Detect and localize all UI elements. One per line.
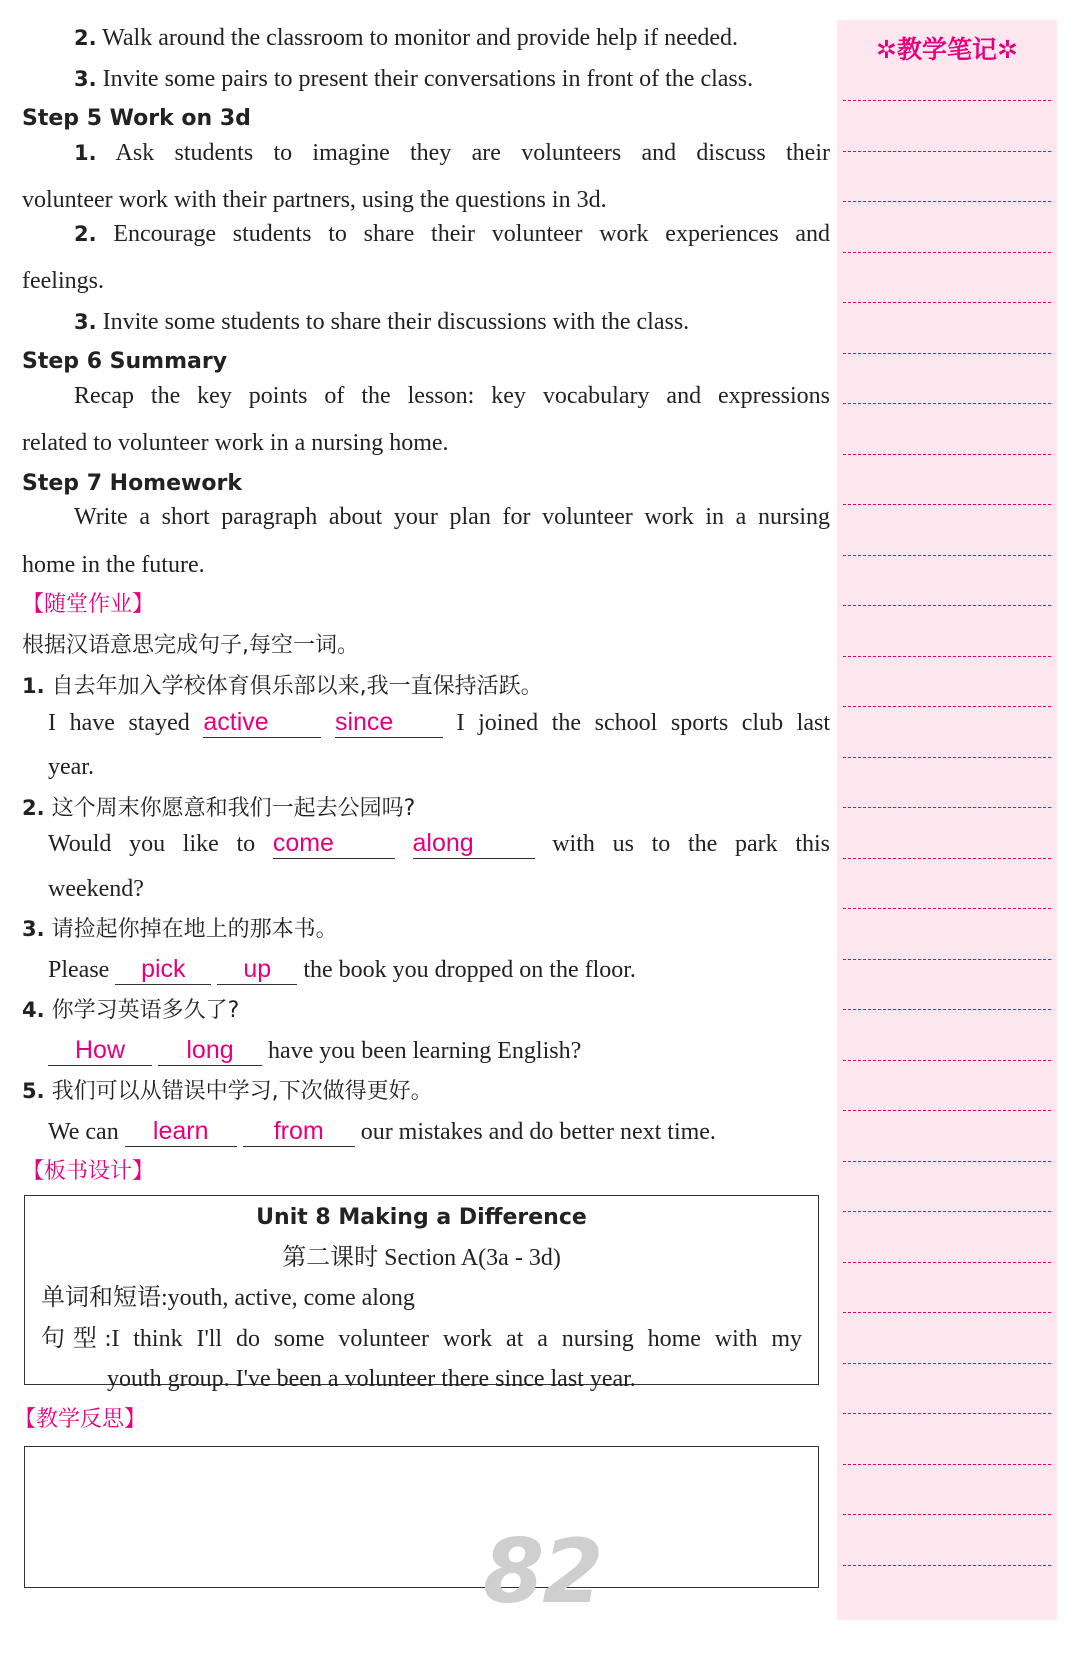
note-line bbox=[843, 1312, 1051, 1313]
note-line bbox=[843, 504, 1051, 505]
step5-heading: Step 5 Work on 3d bbox=[22, 106, 251, 131]
step5-item-1-cont: volunteer work with their partners, using the questions in 3d. bbox=[22, 187, 607, 213]
exercise-instruction: 根据汉语意思完成句子,每空一词。 bbox=[22, 632, 359, 658]
note-line bbox=[843, 1565, 1051, 1566]
page-number: 82 bbox=[483, 1520, 602, 1623]
note-line bbox=[843, 1060, 1051, 1061]
board-design-box bbox=[24, 1195, 819, 1392]
step5-item-3: 3. Invite some students to share their discussions with the class. bbox=[74, 308, 690, 335]
answer-blank[interactable]: pick bbox=[115, 954, 211, 985]
answer-blank[interactable]: from bbox=[243, 1116, 355, 1147]
board-title: Unit 8 Making a Difference bbox=[256, 1205, 587, 1230]
exercise-item-3-sentence: Please pick up the book you dropped on the floor. bbox=[48, 954, 636, 983]
exercise-heading: 【随堂作业】 bbox=[22, 592, 155, 617]
step5-item-2: 2. Encourage students to share their volunteer work experiences and bbox=[74, 220, 830, 247]
lesson-content bbox=[22, 18, 830, 1193]
note-line bbox=[843, 454, 1051, 455]
exercise-item-1-cont: year. bbox=[48, 754, 94, 780]
note-line bbox=[843, 706, 1051, 707]
note-line bbox=[843, 201, 1051, 202]
exercise-item-2-cont: weekend? bbox=[48, 875, 144, 902]
note-line bbox=[843, 100, 1051, 101]
notes-sidebar bbox=[837, 20, 1057, 1620]
answer-blank[interactable]: along bbox=[413, 828, 535, 859]
answer-blank[interactable]: come bbox=[273, 828, 395, 859]
board-vocab: 单词和短语:youth, active, come along bbox=[41, 1285, 415, 1311]
board-sentence-1: 句型:I think I'll do some volunteer work at a nursing home with my bbox=[41, 1326, 802, 1352]
board-heading: 【板书设计】 bbox=[22, 1159, 155, 1184]
answer-blank[interactable]: long bbox=[158, 1035, 262, 1066]
step5-item-2-cont: feelings. bbox=[22, 268, 104, 294]
exercise-item-5-prompt: 5. 我们可以从错误中学习,下次做得更好。 bbox=[22, 1079, 433, 1104]
answer-blank[interactable]: up bbox=[217, 954, 297, 985]
note-line bbox=[843, 302, 1051, 303]
board-sentence-2: youth group. I've been a volunteer there since last year. bbox=[107, 1365, 636, 1392]
note-line bbox=[843, 1363, 1051, 1364]
exercise-item-5-sentence: We can learn from our mistakes and do better next time. bbox=[48, 1116, 716, 1145]
note-line bbox=[843, 757, 1051, 758]
step7-heading: Step 7 Homework bbox=[22, 470, 242, 496]
answer-blank[interactable]: learn bbox=[125, 1116, 237, 1147]
note-line bbox=[843, 1110, 1051, 1111]
board-subtitle: 第二课时 Section A(3a - 3d) bbox=[282, 1245, 561, 1271]
note-line bbox=[843, 959, 1051, 960]
note-line bbox=[843, 403, 1051, 404]
note-line bbox=[843, 807, 1051, 808]
note-line bbox=[843, 1464, 1051, 1465]
note-line bbox=[843, 252, 1051, 253]
note-line bbox=[843, 656, 1051, 657]
exercise-item-1-sentence: I have stayed active since I joined the school sports club last bbox=[48, 707, 830, 736]
note-line bbox=[843, 605, 1051, 606]
step7-text-cont: home in the future. bbox=[22, 551, 205, 578]
step4-item-2: 2. Walk around the classroom to monitor and provide help if needed. bbox=[74, 25, 739, 51]
note-line bbox=[843, 1211, 1051, 1212]
note-line bbox=[843, 555, 1051, 556]
step7-text: Write a short paragraph about your plan for volunteer work in a nursing bbox=[74, 504, 830, 530]
note-line bbox=[843, 1514, 1051, 1515]
step5-item-1: 1. Ask students to imagine they are volunteers and discuss their bbox=[74, 139, 830, 166]
step6-heading: Step 6 Summary bbox=[22, 349, 228, 374]
exercise-item-4-prompt: 4. 你学习英语多久了? bbox=[22, 998, 240, 1023]
note-line bbox=[843, 908, 1051, 909]
notes-title: ✲教学笔记✲ bbox=[876, 35, 1018, 64]
exercise-item-1-prompt: 1. 自去年加入学校体育俱乐部以来,我一直保持活跃。 bbox=[22, 674, 543, 699]
note-line bbox=[843, 151, 1051, 152]
answer-blank[interactable]: How bbox=[48, 1035, 152, 1066]
exercise-item-3-prompt: 3. 请捡起你掉在地上的那本书。 bbox=[22, 917, 338, 942]
reflection-heading: 【教学反思】 bbox=[14, 1407, 147, 1432]
answer-blank[interactable]: active bbox=[203, 707, 321, 738]
exercise-item-4-sentence: How long have you been learning English? bbox=[22, 1031, 830, 1072]
note-line bbox=[843, 858, 1051, 859]
note-line bbox=[843, 1161, 1051, 1162]
note-line bbox=[843, 1009, 1051, 1010]
note-line bbox=[843, 1262, 1051, 1263]
note-line bbox=[843, 1413, 1051, 1414]
exercise-item-2-prompt: 2. 这个周末你愿意和我们一起去公园吗? bbox=[22, 795, 416, 821]
answer-blank[interactable]: since bbox=[335, 707, 443, 738]
note-line bbox=[843, 353, 1051, 354]
step6-text: Recap the key points of the lesson: key vocabulary and expressions bbox=[74, 382, 830, 409]
step4-item-3: 3. Invite some pairs to present their conversations in front of the class. bbox=[74, 65, 754, 92]
exercise-item-2-sentence: Would you like to come along with us to the park this bbox=[48, 829, 830, 857]
reflection-box[interactable] bbox=[24, 1446, 819, 1588]
step6-text-cont: related to volunteer work in a nursing home. bbox=[22, 430, 449, 456]
